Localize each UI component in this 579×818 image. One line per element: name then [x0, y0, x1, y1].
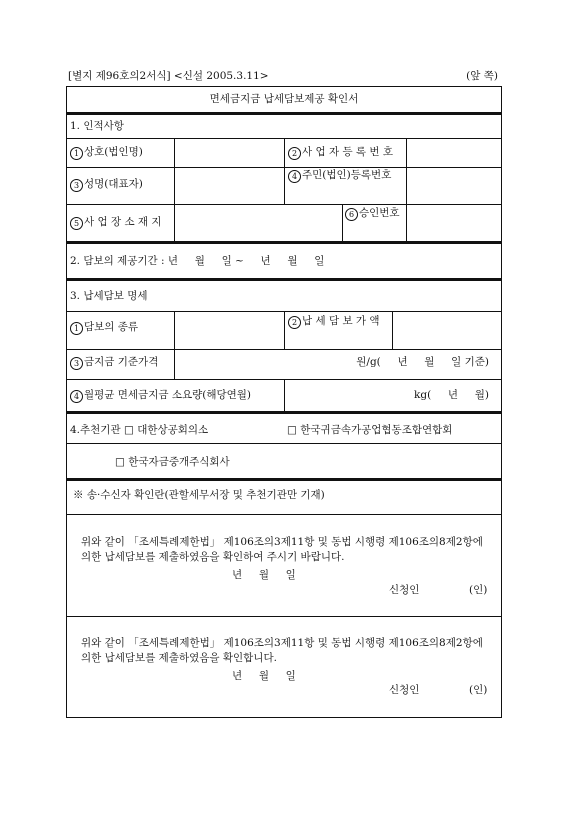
request-date: 년 월 일 [232, 569, 296, 581]
option-precious-metals-union: □ 한국귀금속가공업협동조합연합회 [287, 424, 453, 436]
request-text: 위와 같이 「조세특례제한법」 제106조의3제11항 및 동법 시행령 제106조의8제2항에 의한 납세담보를 제출하였음을 확인하여 주시기 바랍니다. [81, 536, 483, 563]
confirm-date: 년 월 일 [232, 670, 296, 682]
label-company-name: 1 상호(법인명) [70, 146, 143, 160]
checkbox-brokerage[interactable]: □ [115, 456, 125, 468]
label-business-number: 2 사 업 자 등 록 번 호 [288, 146, 393, 160]
value-usage-kg: kg( 년 월) [414, 389, 489, 401]
form-header [68, 68, 500, 84]
label-collateral-amount: 2 납 세 담 보 가 액 [288, 315, 388, 329]
request-signer: 신청인 [389, 584, 420, 596]
label-business-address: 5 사 업 장 소 재 지 [70, 216, 162, 230]
label-approval-number: 6 승인번호 [345, 207, 405, 221]
label-representative: 3 성명(대표자) [70, 178, 143, 192]
section-personal-info: 1. 인적사항 [70, 120, 124, 132]
checkbox-union[interactable]: □ [287, 424, 297, 436]
label-monthly-usage: 4 월평균 면세금지금 소요량(해당연월) [70, 389, 251, 403]
page-side: (앞 쪽) [466, 70, 498, 82]
checkbox-chamber[interactable]: □ [123, 424, 134, 436]
confirm-signer: 신청인 [389, 684, 420, 696]
option-money-brokerage: □ 한국자금중개주식회사 [115, 456, 230, 468]
confirm-seal: (인) [469, 684, 488, 696]
label-gold-base-price: 3 금지금 기준가격 [70, 356, 158, 370]
request-seal: (인) [469, 584, 488, 596]
label-registration-number: 4 주민(법인)등록번호 [288, 169, 400, 183]
form-title: 면세금지금 납세담보제공 확인서 [209, 93, 359, 105]
confirm-text: 위와 같이 「조세특례제한법」 제106조의3제11항 및 동법 시행령 제106조의8제2항에 의한 납세담보를 제출하였음을 확인합니다. [81, 637, 483, 664]
confirmation-form [66, 86, 502, 718]
form-number: [별지 제96호의2서식] <신설 2005.3.11> [68, 70, 269, 82]
value-price-per-gram: 원/g( 년 월 일 기준) [356, 356, 489, 368]
section-collateral-period: 2. 담보의 제공기간 : 년 월 일 ~ 년 월 일 [70, 255, 325, 267]
label-recommending-agency: 4.추천기관 □ 대한상공회의소 [70, 424, 209, 436]
label-collateral-type: 1 담보의 종류 [70, 321, 138, 335]
sender-receiver-note: ※ 송·수신자 확인란(관할세무서장 및 추천기관만 기재) [73, 489, 325, 501]
section-collateral-details: 3. 납세담보 명세 [70, 290, 148, 302]
